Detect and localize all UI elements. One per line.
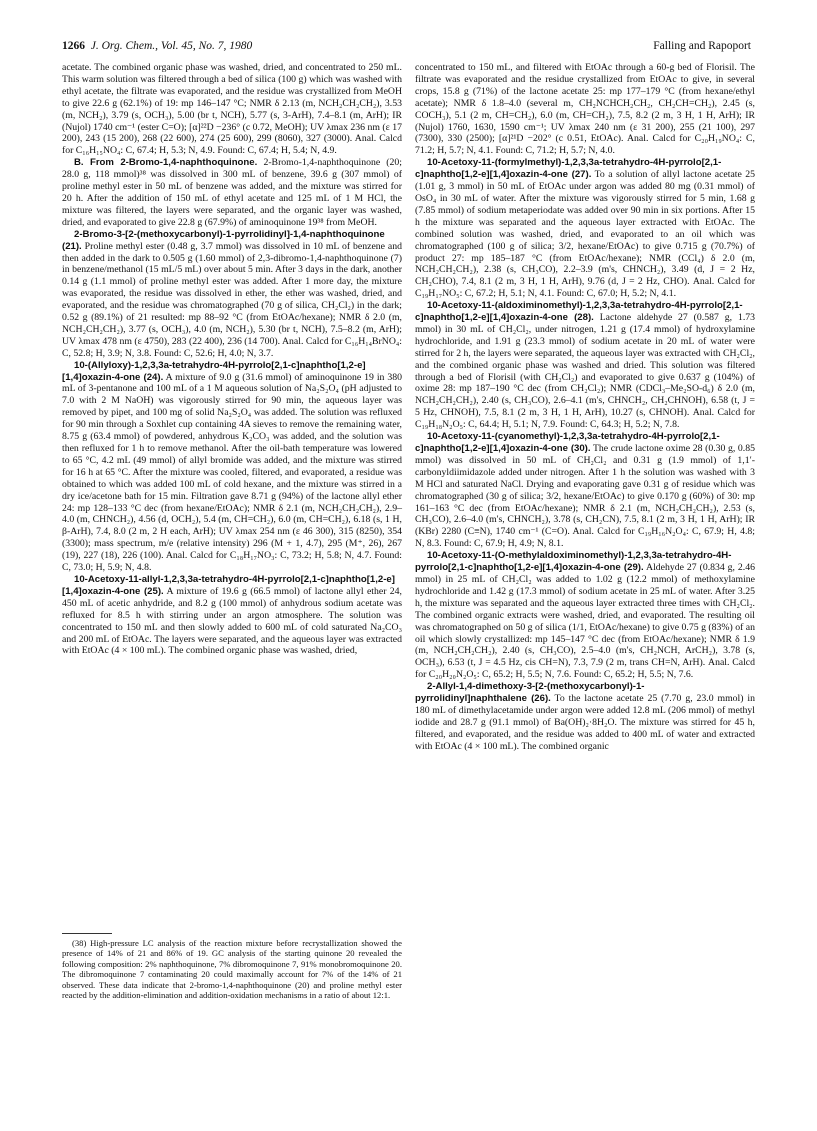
paragraph — [62, 574, 402, 657]
paragraph — [62, 360, 402, 574]
paragraph-body: Lactone aldehyde 27 (0.587 g, 1.73 mmol) in 30 mL of CH₂Cl₂, under nitrogen, 1.21 g (17.4 mmol) of hydroxylamine hydrochloride, and 1.91 g (23.3 mmol) of sodium acetate in 20 mL of water were stirred for 2 h, the layers were separated, the aqueous layer was extracted with CH₂Cl₂, and the combined organic phase was washed and dried. This solution was filtered through a bed of Florisil (with CH₂Cl₂) and evaporated to give 0.637 g (104%) of oxime 28: mp 187–190 °C dec (from CH₂Cl₂); NMR (CDCl₃–Me₂SO-d₆) δ 2.0 (m, NCH₂CH₂CH₂), 2.40 (s, CH₃CO), 2.6–4.1 (m's, CHNCH₂, CH₂CHNOH), 6.58 (t, J = 5 Hz, CHNOH), 7.5, 8.1 (2 m, 3 H, 1 H, ArH), 10.27 (s, CHNOH). Anal. Calcd for C₁₉H₁₈N₂O₅: C, 64.4; H, 5.1; N, 7.9. Found: C, 64.3; H, 5.2; N, 7.8. — [415, 312, 756, 431]
paragraph — [62, 229, 402, 360]
paragraph — [415, 157, 755, 300]
compound-title: 10-Acetoxy-11-(formylmethyl)-1,2,3,3a-tetrahydro-4H-pyrrolo[2,1-c]naphtho[1,2-e][1,4]oxazin-4-one (27). — [415, 157, 722, 181]
footnote-divider — [62, 933, 112, 934]
paragraph-body: 2-Bromo-1,4-naphthoquinone (20; 28.0 g, 118 mmol)³⁸ was dissolved in 300 mL of benzene, 39.6 g (307 mmol) of proline methyl ester in 50 mL of benzene was added, and the mixture was stirred for 20 h. After the addition of 150 mL of ethyl acetate and 125 mL of 1 M HCl, the mixture was filtered, the layers were separated, and the organic layer was washed, dried, and evaporated to give 22.8 g (67.9%) of aminoquinone 19³⁸ from MeOH. — [62, 157, 402, 228]
footnote — [62, 938, 402, 1000]
paragraph-body: A mixture of 9.0 g (31.6 mmol) of aminoquinone 19 in 380 mL of 3-pentanone and 100 mL of a 1 M aqueous solution of Na₂S₂O₄ (pH adjusted to 7.0 with 2 M NaOH) was vigorously stirred for 90 min, the aqueous layer was removed by pipet, and 100 mg of solid Na₂S₂O₄ was added. The solution was refluxed for 90 min through a Soxhlet cup containing 4A sieves to remove the remaining water, 8.75 g (63.4 mmol) of powdered, anhydrous K₂CO₃ was added, and the solution was then refluxed for 1 h to remove methanol. After the oil-bath temperature was lowered to 65 °C, 4.2 mL (49 mmol) of allyl bromide was added, and the mixture was stirred for 16 h at 65 °C. After the mixture was cooled, filtered, and evaporated, a residue was obtained to which was added 100 mL of cold hexane, and the mixture was stirred in a dry ice/acetone bath for 15 min. Filtration gave 8.71 g (94%) of the lactone allyl ether 24: mp 128–133 °C dec (from hexane/EtOAc); NMR δ 2.1 (m, NCH₂CH₂CH₂), 2.9–4.0 (m, CHNCH₂), 4.56 (d, OCH₂), 5.4 (m, CH=CH₂), 6.0 (m, CH=CH₂), 6.18 (s, 1 H, β-ArH), 7.4, 8.0 (2 m, 2 H each, ArH); UV λmax 254 nm (ε 46 300), 315 (8250), 354 (3300); mass spectrum, m/e (relative intensity) 296 (M + 1, 4.7), 295 (M⁺, 26), 267 (19), 227 (18), 226 (100). Anal. Calcd for C₁₈H₁₇NO₃: C, 73.2; H, 5.8; N, 4.7. Found: C, 73.0; H, 5.9; N, 4.8. — [62, 371, 402, 574]
compound-title: 10-Acetoxy-11-(O-methylaldoximinomethyl)-1,2,3,3a-tetrahydro-4H-pyrrolo[2,1-c]naphtho[1,2-e][1,4]oxazin-4-one (29). — [415, 550, 732, 574]
paragraph-body: Proline methyl ester (0.48 g, 3.7 mmol) was dissolved in 10 mL of benzene and then added in the dark to 0.505 g (1.60 mmol) of 2,3-dibromo-1,4-naphthoquinone (7) in benzene/methanol (15 mL/5 mL) over about 5 min. After 3 days in the dark, another 0.14 g (1.1 mmol) of proline methyl ester was added. After 1 more day, the mixture was evaporated, the residue was dissolved in ether, the ether was washed, dried, and evaporated, and the residue was chromatographed (70 g of silica, CH₂Cl₂) in the dark; 0.52 g (89.1%) of 21 resulted: mp 88–92 °C (from EtOAc/hexane); NMR δ 2.0 (m, NCH₂CH₂CH₂), 3.77 (s, OCH₃), 4.0 (m, NCH₂), 5.30 (br t, NCH), 7.5–8.2 (m, ArH); UV λmax 478 nm (ε 4750), 283 (22 400), 236 (14 700). Anal. Calcd for C₁₆H₁₄BrNO₄: C, 52.8; H, 3.9; N, 3.8. Found: C, 52.6; H, 4.0; N, 3.7. — [62, 240, 402, 359]
compound-title: 2-Bromo-3-[2-(methoxycarbonyl)-1-pyrrolidinyl]-1,4-naphthoquinone (21). — [62, 228, 385, 252]
paragraph-body: To the lactone acetate 25 (7.70 g, 23.0 mmol) in 180 mL of dimethylacetamide under argon were added 12.8 mL (206 mmol) of methyl iodide and 28.7 g (91.1 mmol) of Ba(OH)₂·8H₂O. The mixture was stirred for 45 h, filtered, and evaporated, and the residue was added to 400 mL of water and extracted with EtOAc (4 × 100 mL). The combined organic — [415, 693, 755, 752]
paragraph — [62, 157, 402, 228]
compound-title: 10-Acetoxy-11-(aldoximinomethyl)-1,2,3,3a-tetrahydro-4H-pyrrolo[2,1-c]naphtho[1,2-e][1,4]oxazin-4-one (28). — [415, 300, 743, 324]
running-header — [62, 40, 751, 56]
paragraph — [415, 681, 755, 752]
paragraph-body: A mixture of 19.6 g (66.5 mmol) of lactone allyl ether 24, 450 mL of acetic anhydride, and 8.2 g (100 mmol) of anhydrous sodium acetate was refluxed for 8.5 h with stirring under an argon atmosphere. The solution was concentrated to 150 mL and then slowly added to 600 mL of cold saturated Na₂CO₃ and 200 mL of EtOAc. The layers were separated, and the aqueous layer was extracted with EtOAc (4 × 100 mL). The combined organic phase was washed, dried, — [62, 585, 402, 657]
page-number: 1266 — [62, 40, 85, 52]
section-title: B. From 2-Bromo-1,4-naphthoquinone. — [74, 157, 258, 169]
compound-title: 2-Allyl-1,4-dimethoxy-3-[2-(methoxycarbonyl)-1-pyrrolidinyl]naphthalene (26). — [415, 681, 645, 705]
compound-title: 10-Acetoxy-11-(cyanomethyl)-1,2,3,3a-tetrahydro-4H-pyrrolo[2,1-c]naphtho[1,2-e][1,4]oxazin-4-one (30). — [415, 431, 720, 454]
right-column — [415, 62, 755, 753]
compound-title: 10-Acetoxy-11-allyl-1,2,3,3a-tetrahydro-4H-pyrrolo[2,1-c]naphtho[1,2-e][1,4]oxazin-4-one (25). — [62, 573, 395, 597]
left-column — [62, 62, 402, 657]
paragraph: acetate. The combined organic phase was washed, dried, and concentrated to 250 mL. This warm solution was filtered through a bed of silica (100 g) which was washed with ethyl acetate, the filtrate was evaporated, and the residue was crystallized from MeOH to give 22.6 g (62.1%) of 19: mp 146–147 °C; NMR δ 2.13 (m, NCH₂CH₂CH₂), 3.53 (m, NCH₂), 3.79 (s, OCH₃), 5.00 (br t, NCH), 5.77 (s, 3-ArH), 7.4–8.1 (m, ArH); IR (Nujol) 1740 cm⁻¹ (ester C=O); [α]²²D −236° (c 0.72, MeOH); UV λmax 236 nm (ε 17 200), 243 (15 200), 268 (22 600), 274 (25 600), 299 (8060), 327 (3000). Anal. Calcd for C₁₆H₁₅NO₄: C, 67.4; H, 5.3; N, 4.9. Found: C, 67.4; H, 5.4; N, 4.9. — [62, 62, 402, 157]
paragraph-body: The crude lactone oxime 28 (0.30 g, 0.85 mmol) was dissolved in 50 mL of CH₂Cl₂ and 0.31 g (1.9 mmol) of 1,1′-carbonyldiimidazole added under nitrogen. After 1 h the solution was washed with 3 M HCl and saturated NaCl. Drying and evaporating gave 0.31 g of residue which was chromatographed (30 g of silica; 3/2, hexane/EtOAc) to give 0.170 g (60%) of 30: mp 161–163 °C dec (from EtOAc/hexane); NMR δ 2.1 (m, NCH₂CH₂CH₂), 2.53 (s, CH₃CO), 2.6–4.0 (m's, CHNCH₂), 3.78 (s, CH₂CN), 7.5, 8.1 (2 m, 3 H, 1 H, ArH); IR (KBr) 2280 (C≡N), 1740 cm⁻¹ (C=O). Anal. Calcd for C₁₉H₁₆N₂O₄: C, 67.9; H, 4.8; N, 8.3. Found: C, 67.9; H, 4.9; N, 8.1. — [415, 443, 755, 550]
paragraph — [415, 300, 755, 431]
compound-title: 10-(Allyloxy)-1,2,3,3a-tetrahydro-4H-pyrrolo[2,1-c]naphtho[1,2-e][1,4]oxazin-4-one (24). — [62, 359, 366, 383]
paragraph — [415, 431, 755, 550]
journal-citation: J. Org. Chem., Vol. 45, No. 7, 1980 — [90, 40, 253, 52]
paragraph — [415, 550, 755, 681]
footnote-text: (38) High-pressure LC analysis of the reaction mixture before recrystallization showed the presence of 14% of 21 and 86% of 19. GC analysis of the starting quinone 20 revealed the following composition: 2% naphthoquinone, 7% dibromoquinone 7, 91% monobromoquinone 20. The dibromoquinone 7 contaminating 20 could maximally account for 7% of the 14% of 21 observed. These data indicate that 2-bromo-1,4-naphthoquinone (20) and proline methyl ester reacted by the addition-elimination and addition-oxidation mechanisms in a ratio of about 12:1. — [62, 938, 402, 1001]
paragraph: concentrated to 150 mL, and filtered with EtOAc through a 60-g bed of Florisil. The filtrate was evaporated and the residue crystallized from EtOAc to give, in several crops, 15.8 g (71%) of the lactone acetate 25: mp 177–179 °C (from hexane/ethyl acetate); NMR δ 1.8–4.0 (several m, CH₂NCHCH₂CH₂, CH₂CH=CH₂), 2.45 (s, COCH₃), 5.1 (2 m, CH=CH₂), 6.0 (m, CH=CH₂), 7.5, 8.2 (2 m, 3 H, 1 H, ArH); IR (Nujol) 1760, 1630, 1590 cm⁻¹; UV λmax 240 nm (ε 31 200), 255 (21 100), 297 (7300), 330 (2500); [α]²¹D −202° (c 0.51, EtOAc). Anal. Calcd for C₂₀H₁₉NO₄: C, 71.2; H, 5.7; N, 4.1. Found: C, 71.2; H, 5.7; N, 4.0. — [415, 62, 755, 157]
author-names: Falling and Rapoport — [653, 40, 751, 52]
paragraph-body: Aldehyde 27 (0.834 g, 2.46 mmol) in 25 mL of CH₂Cl₂ was added to 1.02 g (12.2 mmol) of methoxylamine hydrochloride and 1.42 g (17.3 mmol) of sodium acetate in 25 mL of water. After 3.25 h, the mixture was separated and the aqueous layer extracted three times with CH₂Cl₂. The combined organic extracts were washed, dried, and evaporated. The resulting oil was chromatographed on 50 g of silica (1/1, EtOAc/hexane) to give 0.75 g (83%) of an oil which slowly crystallized: mp 145–147 °C dec (from EtOAc/hexane); NMR δ 1.9 (m, NCH₂CH₂CH₂), 2.40 (s, CH₃CO), 2.5–4.0 (m's, CH₂NCH, ArCH₂), 3.78 (s, OCH₃), 6.53 (t, J = 4.5 Hz, cis CH=N), 7.3, 7.9 (2 m, trans CH=N, ArH). Anal. Calcd for C₂₀H₂₀N₂O₅: C, 65.2; H, 5.5; N, 7.6. Found: C, 65.2; H, 5.5; N, 7.6. — [415, 562, 755, 681]
paragraph-body: To a solution of allyl lactone acetate 25 (1.01 g, 3 mmol) in 50 mL of EtOAc under argon was added 80 mg (0.31 mmol) of OsO₄ in 30 mL of water. After the mixture was vigorously stirred for 5 min, 1.68 g (7.85 mmol) of sodium metaperiodate was added over 90 min in six portions. After 15 h the mixture was separated and the aqueous layer extracted with EtOAc. The combined solution was washed, dried, and evaporated to an oil which was chromatographed (100 g of silica; 3/2, hexane/EtOAc) to give 0.715 g (70.7%) of product 27: mp 185–187 °C (from EtOAc/hexane); NMR (CCl₄) δ 2.0 (m, NCH₂CH₂CH₂), 2.38 (s, CH₃CO), 2.2–3.9 (m's, CHNCH₂), 3.49 (d, J = 2 Hz, CH₂CHO), 7.4, 8.1 (2 m, 3 H, 1 H, ArH), 9.76 (d, J = 2 Hz, CHO). Anal. Calcd for C₁₉H₁₇NO₅: C, 67.2; H, 5.1; N, 4.1. Found: C, 67.0; H, 5.2; N, 4.1. — [415, 169, 755, 300]
